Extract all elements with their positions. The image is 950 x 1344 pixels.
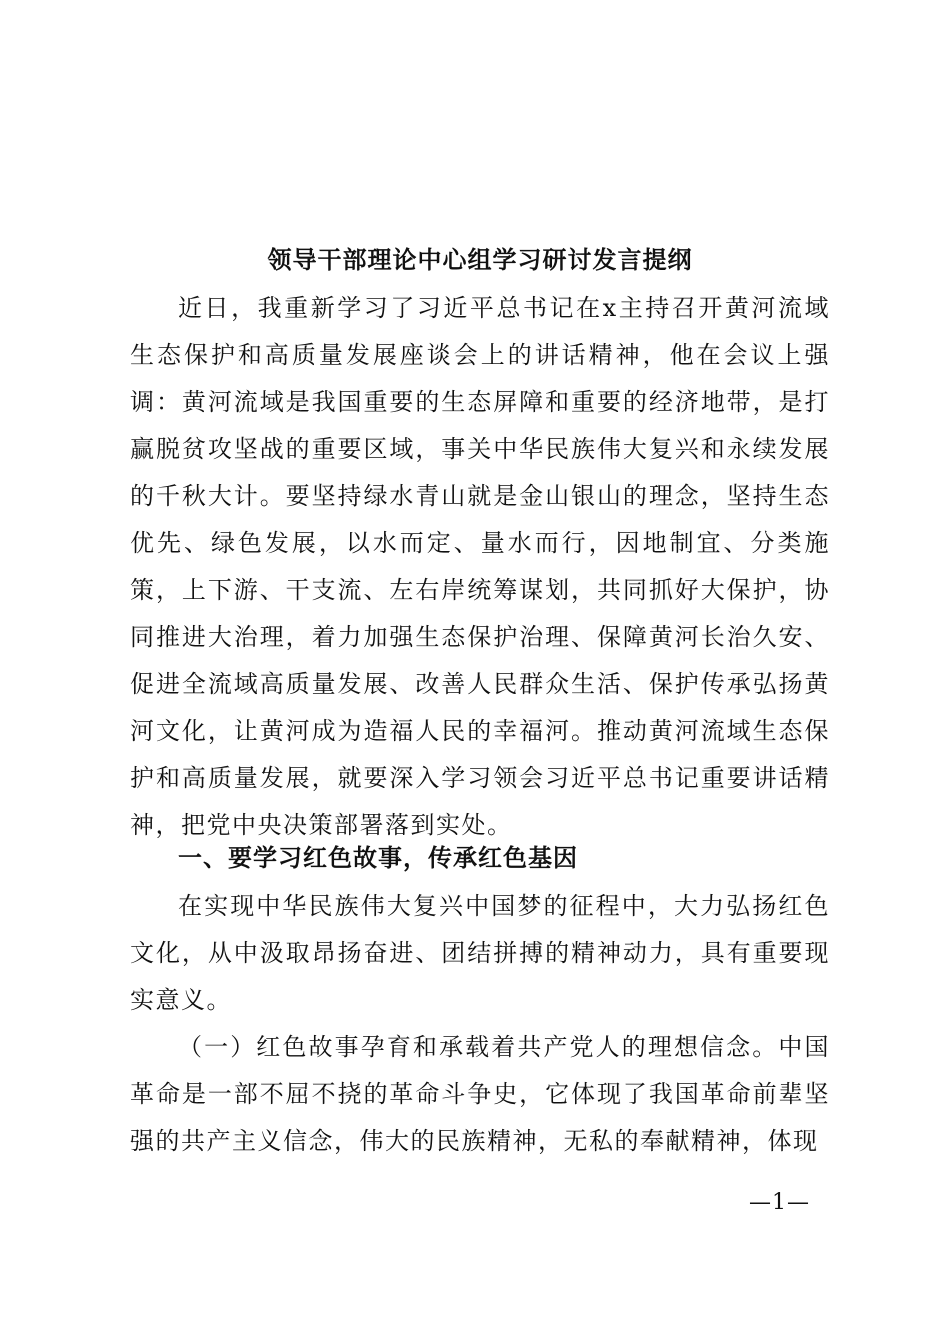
section-heading-1: 一、要学习红色故事，传承红色基因 [178,844,578,872]
page-number: —1— [749,1190,810,1215]
paragraph-intro: 近日，我重新学习了习近平总书记在x主持召开黄河流域生态保护和高质量发展座谈会上的讲话精神，他在会议上强调：黄河流域是我国重要的生态屏障和重要的经济地带，是打赢脱贫攻坚战的重要区域，事关中华民族伟大复兴和永续发展的千秋大计。要坚持绿水青山就是金山银山的理念，坚持生态优先、绿色发展，以水而定、量水而行，因地制宜、分类施策，上下游、干支流、左右岸统筹谋划，共同抓好大保护，协同推进大治理，着力加强生态保护治理、保障黄河长治久安、促进全流域高质量发展、改善人民群众生活、保护传承弘扬黄河文化，让黄河成为造福人民的幸福河。推动黄河流域生态保护和高质量发展，就要深入学习领会习近平总书记重要讲话精神，把党中央决策部署落到实处。 [130,294,830,839]
paragraph-section-1-intro: 在实现中华民族伟大复兴中国梦的征程中，大力弘扬红色文化，从中汲取昂扬奋进、团结拼搏的精神动力，具有重要现实意义。 [130,892,830,1014]
paragraph-subsection-1: （一）红色故事孕育和承载着共产党人的理想信念。中国革命是一部不屈不挠的革命斗争史，它体现了我国革命前辈坚强的共产主义信念，伟大的民族精神，无私的奉献精神，体现 [130,1033,830,1155]
document-title: 领导干部理论中心组学习研讨发言提纲 [267,245,693,274]
